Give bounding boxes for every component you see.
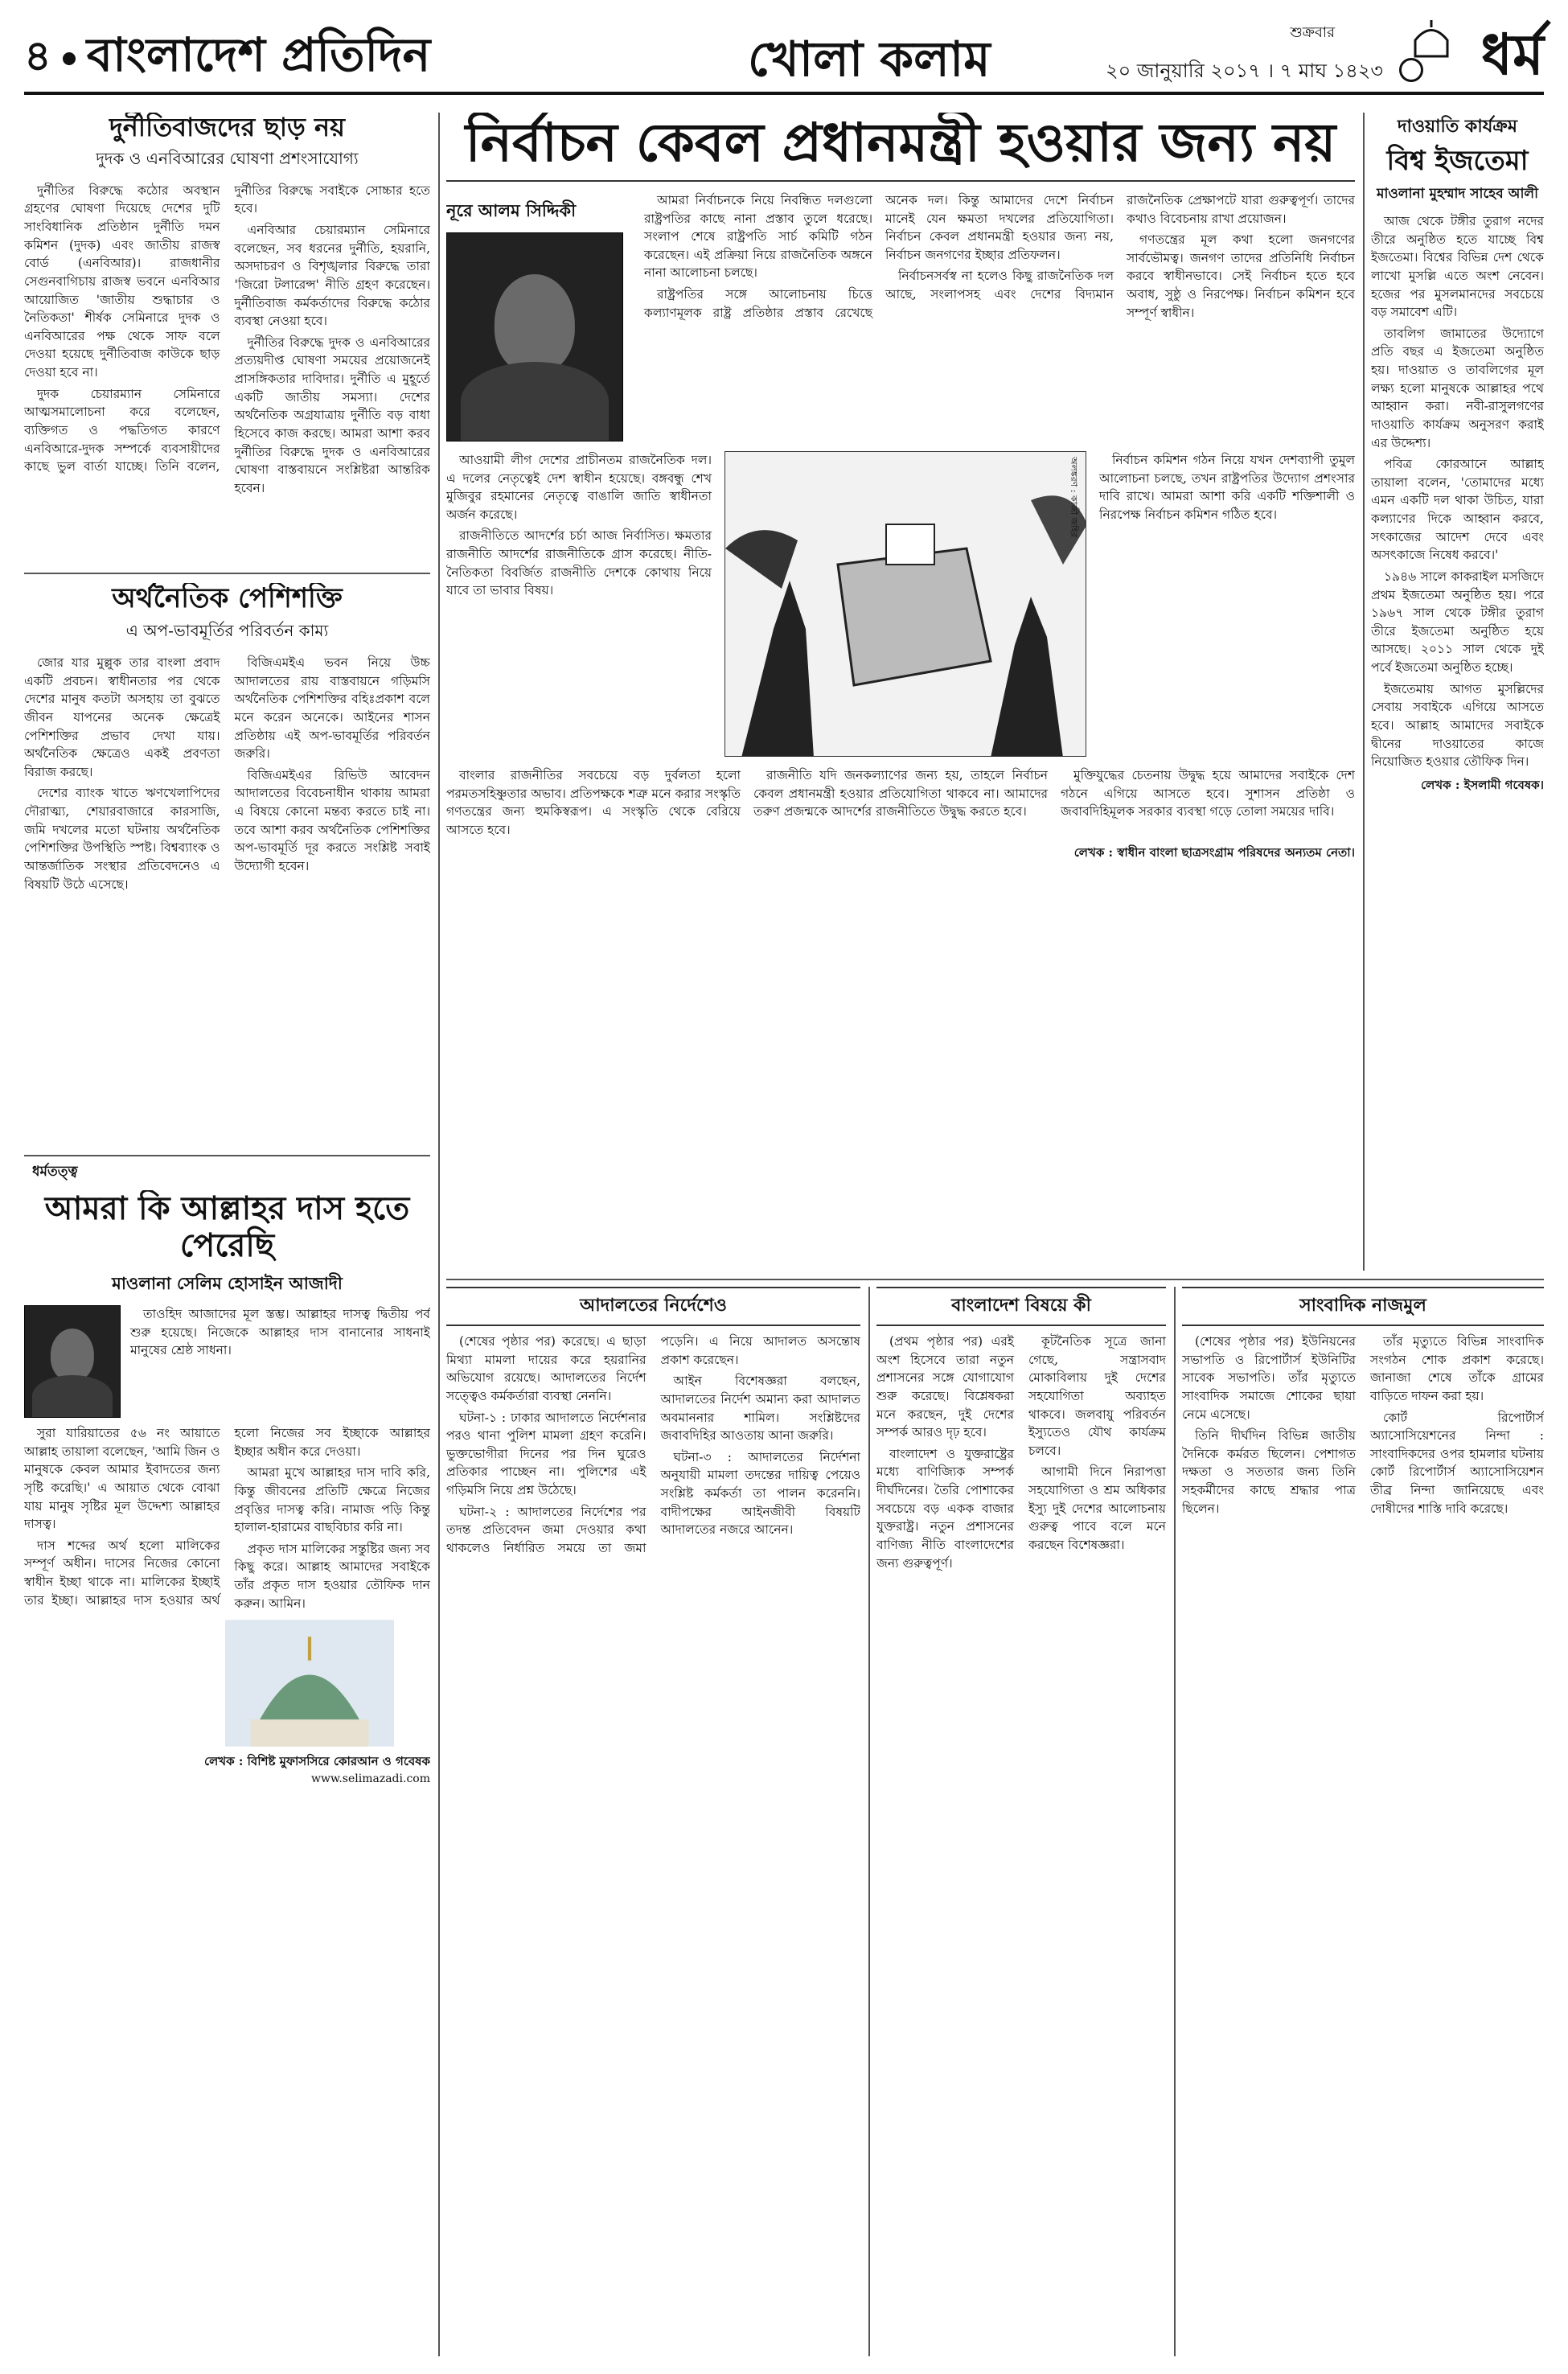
paragraph: ঘটনা-৩ : আদালতের নির্দেশনা অনুযায়ী মামলা তদন্তের দায়িত্ব পেয়েও সংশ্লিষ্ট কর্মকর্তা তা পালন করেননি। বাদীপক্ষের আইনজীবী বিষয়টি আদালতের নজরে আনেন। xyxy=(660,1449,860,1538)
article-author-note: লেখক : ইসলামী গবেষক। xyxy=(1420,777,1544,792)
religion-section-title: ধর্ম xyxy=(1480,22,1544,88)
paragraph: প্রকৃত দাস মালিকের সন্তুষ্টির জন্য সব কিছু করে। আল্লাহ আমাদের সবাইকে তাঁর প্রকৃত দাস হওয়ার তৌফিক দান করুন। আমিন। xyxy=(234,1541,430,1611)
article-servant-of-allah xyxy=(24,1190,430,2356)
paragraph: আমরা মুখে আল্লাহর দাস দাবি করি, কিন্তু জীবনের প্রতিটি ক্ষেত্রে নিজের প্রবৃত্তির দাসত্ব করি। নামাজ পড়ি কিন্তু হালাল-হারামের বাছবিচার করি না। xyxy=(234,1465,430,1535)
author-photo xyxy=(446,232,623,442)
continuation-bangladesh xyxy=(876,1287,1166,2356)
paragraph: (শেষের পৃষ্ঠার পর) করেছে। এ ছাড়া মিথ্যা মামলা দায়ের করে হয়রানির অভিযোগ রয়েছে। আদালতের নির্দেশ সত্ত্বেও কর্মকর্তারা ব্যবস্থা নেননি। xyxy=(446,1334,646,1403)
main-article xyxy=(446,113,1355,1271)
column-divider xyxy=(1363,113,1365,1271)
paragraph: রাজনীতি যদি জনকল্যাণের জন্য হয়, তাহলে নির্বাচন কেবল প্রধানমন্ত্রী হওয়ার প্রতিযোগিতা থাকবে না। আমাদের তরুণ প্রজন্মকে আদর্শের রাজনীতিতে উদ্বুদ্ধ করতে হবে। xyxy=(753,767,1048,819)
masthead-left xyxy=(24,19,430,97)
article-ijtema xyxy=(1371,113,1544,1271)
continuation-title: বাংলাদেশ বিষয়ে কী xyxy=(876,1287,1166,1326)
article-author-note: লেখক : বিশিষ্ট মুফাসসিরে কোরআন ও গবেষক xyxy=(204,1754,430,1769)
issue-date: ২০ জানুয়ারি ২০১৭ । ৭ মাঘ ১৪২৩ xyxy=(1106,60,1383,82)
author-name: নূরে আলম সিদ্দিকী xyxy=(446,199,577,220)
paragraph: আগামী দিনে নিরাপত্তা সহযোগিতা ও শ্রম অধিকার ইস্যু দুই দেশের আলোচনায় গুরুত্ব পাবে বলে মনে করছেন বিশেষজ্ঞরা। xyxy=(1028,1464,1166,1552)
paragraph: দাস শব্দের অর্থ হলো মালিকের সম্পূর্ণ অধীন। দাসের নিজের কোনো স্বাধীন ইচ্ছা থাকে না। মালিকের ইচ্ছাই তার ইচ্ছা। আল্লাহর দাস হওয়ার অর্থ হলো নিজের সব ইচ্ছাকে আল্লাহর ইচ্ছার অধীন করে দেওয়া। xyxy=(24,1426,430,1608)
paragraph: মুক্তিযুদ্ধের চেতনায় উদ্বুদ্ধ হয়ে আমাদের সবাইকে দেশ গঠনে এগিয়ে আসতে হবে। সুশাসন প্রতিষ্ঠা ও জবাবদিহিমূলক সরকার ব্যবস্থা গড়ে তোলা সময়ের দাবি। xyxy=(1061,767,1355,819)
main-article-body-right xyxy=(1099,451,1355,757)
paragraph: আইন বিশেষজ্ঞরা বলছেন, আদালতের নির্দেশ অমান্য করা আদালত অবমাননার শামিল। সংশ্লিষ্টদের জবাবদিহির আওতায় আনা জরুরি। xyxy=(660,1374,860,1444)
article-byline: মাওলানা মুহম্মাদ সাহেব আলী xyxy=(1377,186,1538,203)
continuation-body xyxy=(876,1333,1166,1572)
illustration-credit: অলঙ্করণ : কাজী জহির xyxy=(1069,456,1079,538)
article-body xyxy=(24,1424,430,1612)
divider xyxy=(24,573,430,574)
paragraph: (প্রথম পৃষ্ঠার পর) এরই অংশ হিসেবে তারা নতুন প্রশাসনের সঙ্গে যোগাযোগ শুরু করেছে। বিশ্লেষকরা মনে করছেন, দুই দেশের সম্পর্ক আরও দৃঢ় হবে। xyxy=(876,1334,1014,1440)
paragraph: আমরা নির্বাচনকে নিয়ে নিবন্ধিত দলগুলো রাষ্ট্রপতির কাছে নানা প্রস্তাব তুলে ধরেছে। সংলাপ শেষে রাষ্ট্রপতি সার্চ কমিটি গঠন করেছেন। এই প্রক্রিয়া নিয়ে রাজনৈতিক অঙ্গনে নানা আলোচনা চলছে। xyxy=(644,192,872,281)
article-byline: মাওলানা সেলিম হোসাইন আজাদী xyxy=(112,1273,343,1293)
newspaper-name: বাংলাদেশ প্রতিদিন xyxy=(86,27,431,82)
paragraph: রাষ্ট্রপতির সঙ্গে আলোচনায় চিত্তে কল্যাণমূলক রাষ্ট্র প্রতিষ্ঠার প্রস্তাব রেখেছে অনেক দল। কিন্তু আমাদের দেশে নির্বাচন মানেই যেন ক্ষমতা দখলের প্রতিযোগিতা। নির্বাচন কেবল প্রধানমন্ত্রী হওয়ার জন্য নয়, নির্বাচন জনগণের ইচ্ছার প্রতিফলন। xyxy=(644,192,1114,320)
column-kicker: ধর্মতত্ত্ব xyxy=(32,1164,78,1180)
editorial-body xyxy=(24,182,430,498)
continuation-title: আদালতের নির্দেশেও xyxy=(446,1287,860,1326)
paragraph: দুদক চেয়ারম্যান সেমিনারে আত্মসমালোচনা করে বলেছেন, ব্যক্তিগত ও পদ্ধতিগত কারণে এনবিআরে-দুদক সম্পর্কে ব্যবসায়ীদের কাছে ভুল বার্তা যাচ্ছে। তিনি বলেন, দুর্নীতির বিরুদ্ধে সবাইকে সোচ্চার হতে হবে। xyxy=(24,183,430,474)
paragraph: নির্বাচন কমিশন গঠন নিয়ে যখন দেশব্যাপী তুমুল আলোচনা চলছে, তখন রাষ্ট্রপতির উদ্যোগ প্রশংসার দাবি রাখে। আমরা আশা করি একটি শক্তিশালী ও নিরপেক্ষ নির্বাচন কমিশন গঠিত হবে। xyxy=(1099,452,1355,522)
main-headline: নির্বাচন কেবল প্রধানমন্ত্রী হওয়ার জন্য নয় xyxy=(446,113,1355,182)
page-number: ৪ xyxy=(24,31,51,80)
column-divider xyxy=(868,1287,870,2356)
main-article-body-left xyxy=(446,451,712,757)
divider xyxy=(446,1279,1544,1280)
continuation-body xyxy=(1182,1333,1544,1521)
paragraph: দুর্নীতির বিরুদ্ধে কঠোর অবস্থান গ্রহণের ঘোষণা দিয়েছে দেশের দুটি সাংবিধানিক প্রতিষ্ঠান দুর্নীতি দমন কমিশন (দুদক) এবং জাতীয় রাজস্ব বোর্ড (এনবিআর)। রাজধানীর সেগুনবাগিচায় রাজস্ব ভবনে এনবিআর আয়োজিত 'জাতীয় শুদ্ধাচার ও নৈতিকতা' শীর্ষক সেমিনারে দুদক ও এনবিআরের পক্ষ থেকে সাফ বলে দেওয়া হয়েছে দুর্নীতিবাজ কাউকে ছাড় দেওয়া হবে না। xyxy=(24,183,220,380)
article-body xyxy=(1371,212,1544,771)
paragraph: নির্বাচনসর্বস্ব না হলেও কিছু রাজনৈতিক দল আছে, সংলাপসহ এবং দেশের বিদ্যমান রাজনৈতিক প্রেক্ষাপটে যারা গুরুত্বপূর্ণ। তাদের কথাও বিবেচনায় রাখা প্রয়োজন। xyxy=(885,192,1355,302)
paragraph: আওয়ামী লীগ দেশের প্রাচীনতম রাজনৈতিক দল। এ দলের নেতৃত্বেই দেশ স্বাধীন হয়েছে। বঙ্গবন্ধু শেখ মুজিবুর রহমানের নেতৃত্বে বাঙালি জাতি স্বাধীনতা অর্জন করেছে। xyxy=(446,452,712,522)
paragraph: আজ থেকে টঙ্গীর তুরাগ নদের তীরে অনুষ্ঠিত হতে যাচ্ছে বিশ্ব ইজতেমা। বিশ্বের বিভিন্ন দেশ থেকে লাখো মুসল্লি এতে অংশ নেবেন। হজের পর মুসলমানদের সবচেয়ে বড় সমাবেশ এটি। xyxy=(1371,214,1544,320)
editorial-corruption xyxy=(24,113,430,563)
column-divider xyxy=(438,113,440,2356)
section-title: খোলা কলাম xyxy=(748,31,991,88)
article-headline: বিশ্ব ইজতেমা xyxy=(1386,145,1529,177)
author-photo xyxy=(24,1305,121,1418)
divider xyxy=(24,1155,430,1156)
mosque-icon xyxy=(1407,16,1455,64)
paragraph: তাওহিদ আজাদের মূল স্তম্ভ। আল্লাহর দাসত্ব দ্বিতীয় পর্ব শুরু হয়েছে। নিজেকে আল্লাহর দাস বানানোর সাধনাই মানুষের শ্রেষ্ঠ সাধনা। xyxy=(130,1307,430,1358)
editorial-body xyxy=(24,654,430,893)
paragraph: বাংলার রাজনীতির সবচেয়ে বড় দুর্বলতা হলো পরমতসহিষ্ণুতার অভাব। প্রতিপক্ষকে শত্রু মনে করার সংস্কৃতি গণতন্ত্রের জন্য হুমকিস্বরূপ। এ সংস্কৃতি থেকে বেরিয়ে আসতে হবে। xyxy=(446,767,741,837)
author-website: www.selimazadi.com xyxy=(311,1772,430,1786)
paragraph: ১৯৪৬ সালে কাকরাইল মসজিদে প্রথম ইজতেমা অনুষ্ঠিত হয়। পরে ১৯৬৭ সাল থেকে টঙ্গীর তুরাগ তীরে ইজতেমা অনুষ্ঠিত হয়ে আসছে। ২০১১ সাল থেকে দুই পর্বে ইজতেমা অনুষ্ঠিত হচ্ছে। xyxy=(1371,569,1544,676)
editorial-headline: দুর্নীতিবাজদের ছাড় নয় xyxy=(109,113,345,142)
continuation-court xyxy=(446,1287,860,2356)
paragraph: ইজতেমায় আগত মুসল্লিদের সেবায় সবাইকে এগিয়ে আসতে হবে। আল্লাহ আমাদের সবাইকে দ্বীনের দাওয়াতের কাজে নিয়োজিত হওয়ার তৌফিক দিন। xyxy=(1371,681,1544,770)
paragraph: কোর্ট রিপোর্টার্স অ্যাসোসিয়েশনের নিন্দা : সাংবাদিকদের ওপর হামলার ঘটনায় কোর্ট রিপোর্টার্স অ্যাসোসিয়েশন তীব্র নিন্দা জানিয়েছে এবং দোষীদের শাস্তি দাবি করেছে। xyxy=(1370,1410,1544,1516)
main-article-body-top xyxy=(644,191,1355,442)
paragraph: ঘটনা-১ : ঢাকার আদালতে নির্দেশনার পরও থানা পুলিশ মামলা গ্রহণ করেনি। ভুক্তভোগীরা দিনের পর দিন ঘুরেও প্রতিকার পাচ্ছেন না। পুলিশের এই গড়িমসি নিয়ে প্রশ্ন উঠেছে। xyxy=(446,1410,646,1497)
paragraph: রাজনীতিতে আদর্শের চর্চা আজ নির্বাসিত। ক্ষমতার রাজনীতি আদর্শের রাজনীতিকে গ্রাস করেছে। নীতি-নৈতিকতা বিবর্জিত রাজনীতি দেশকে কোথায় নিয়ে যাবে তা ভাবার বিষয়। xyxy=(446,528,712,598)
continuation-title: সাংবাদিক নাজমুল xyxy=(1182,1287,1544,1326)
main-article-body-bottom xyxy=(446,766,1355,840)
paragraph: দুর্নীতির বিরুদ্ধে দুদক ও এনবিআরের প্রত্যয়দীপ্ত ঘোষণা সময়ের প্রয়োজনেই প্রাসঙ্গিকতার দাবিদার। দুর্নীতি এ মুহূর্তে একটি জাতীয় সমস্যা। দেশের অর্থনৈতিক অগ্রযাত্রায় দুর্নীতি বড় বাধা হিসেবে কাজ করছে। আমরা আশা করব দুর্নীতির বিরুদ্ধে দুদক ও এনবিআরের ঘোষণা বাস্তবায়নে সংশ্লিষ্টরা আন্তরিক হবেন। xyxy=(234,335,430,495)
paragraph: বিজিএমইএর রিভিউ আবেদন আদালতের বিবেচনাধীন থাকায় আমরা এ বিষয়ে কোনো মন্তব্য করতে চাই না। তবে আশা করব অর্থনৈতিক পেশিশক্তির অপ-ভাবমূর্তি দূর করতে সংশ্লিষ্ট সবাই উদ্যোগী হবেন। xyxy=(234,767,430,873)
editorial-subheadline: দুদক ও এনবিআরের ঘোষণা প্রশংসাযোগ্য xyxy=(96,148,359,168)
main-author-note: লেখক : স্বাধীন বাংলা ছাত্রসংগ্রাম পরিষদের অন্যতম নেতা। xyxy=(1073,845,1355,860)
editorial-subheadline: এ অপ-ভাবমূর্তির পরিবর্তন কাম্য xyxy=(125,621,329,641)
paragraph: কূটনৈতিক সূত্রে জানা গেছে, সন্ত্রাসবাদ মোকাবিলায় দুই দেশের সহযোগিতা অব্যাহত থাকবে। জলবায়ু পরিবর্তন ইস্যুতেও যৌথ কার্যক্রম চলবে। xyxy=(1028,1334,1166,1458)
paragraph: তাবলিগ জামাতের উদ্যোগে প্রতি বছর এ ইজতেমা অনুষ্ঠিত হয়। দাওয়াত ও তাবলিগের মূল লক্ষ্য হলো মানুষকে আল্লাহর পথে আহ্বান করা। নবী-রাসুলগণের দাওয়াতি কার্যক্রম অনুসরণ করাই এর উদ্দেশ্য। xyxy=(1371,326,1544,450)
paragraph: ঘটনা-২ : আদালতের নির্দেশের পর তদন্ত প্রতিবেদন জমা দেওয়ার কথা থাকলেও নির্ধারিত সময়ে তা জমা পড়েনি। এ নিয়ে আদালত অসন্তোষ প্রকাশ করেছেন। xyxy=(446,1334,860,1555)
masthead xyxy=(24,11,1544,100)
issue-day: শুক্রবার xyxy=(1290,24,1335,41)
mosque-dome-icon xyxy=(225,1619,394,1748)
article-headline: আমরা কি আল্লাহর দাস হতে পেরেছি xyxy=(44,1190,410,1264)
paragraph: তাঁর মৃত্যুতে বিভিন্ন সাংবাদিক সংগঠন শোক প্রকাশ করেছে। জানাজা শেষে তাঁকে গ্রামের বাড়িতে দাফন করা হয়। xyxy=(1370,1334,1544,1403)
editorial-muscle-power xyxy=(24,583,430,1146)
editorial-headline: অর্থনৈতিক পেশিশক্তি xyxy=(112,583,343,614)
paragraph: পবিত্র কোরআনে আল্লাহ তায়ালা বলেন, 'তোমাদের মধ্যে এমন একটি দল থাকা উচিত, যারা কল্যাণের দিকে আহ্বান করবে, সৎকাজের আদেশ দেবে এবং অসৎকাজে নিষেধ করবে।' xyxy=(1371,457,1544,563)
paragraph: বাংলাদেশ ও যুক্তরাষ্ট্রের মধ্যে বাণিজ্যিক সম্পর্ক দীর্ঘদিনের। তৈরি পোশাকের সবচেয়ে বড় একক বাজার যুক্তরাষ্ট্র। নতুন প্রশাসনের বাণিজ্য নীতি বাংলাদেশের জন্য গুরুত্বপূর্ণ। xyxy=(876,1446,1014,1571)
paragraph: জোর যার মুল্লুক তার বাংলা প্রবাদ একটি প্রবচন। স্বাধীনতার পর থেকে দেশের মানুষ কতটা অসহায় তা বুঝতে জীবন যাপনের অনেক ক্ষেত্রেই পেশিশক্তির প্রভাব দেখা যায়। অর্থনৈতিক ক্ষেত্রেও একই প্রবণতা বিরাজ করছে। xyxy=(24,655,220,779)
article-lead xyxy=(130,1305,430,1418)
continuation-journalist xyxy=(1182,1287,1544,2356)
paragraph: গণতন্ত্রের মূল কথা হলো জনগণের সার্বভৌমত্ব। জনগণ তাদের প্রতিনিধি নির্বাচন করবে স্বাধীনভাবে। সেই নির্বাচন হতে হবে অবাধ, সুষ্ঠু ও নিরপেক্ষ। নির্বাচন কমিশন হবে সম্পূর্ণ স্বাধীন। xyxy=(1127,232,1355,320)
bullet-icon xyxy=(63,52,76,65)
column-divider xyxy=(1174,1287,1176,2356)
continuation-body xyxy=(446,1333,860,1558)
paragraph: দেশের ব্যাংক খাতে ঋণখেলাপিদের দৌরাত্ম্য, শেয়ারবাজারে কারসাজি, জমি দখলের মতো ঘটনায় অর্থনৈতিক পেশিশক্তির উপস্থিতি স্পষ্ট। বিশ্বব্যাংক ও আন্তর্জাতিক সংস্থার প্রতিবেদনেও এ বিষয়টি উঠে এসেছে। xyxy=(24,786,220,892)
masthead-rule xyxy=(24,92,1544,95)
paragraph: (শেষের পৃষ্ঠার পর) ইউনিয়নের সভাপতি ও রিপোর্টার্স ইউনিটির সাবেক সভাপতি। তাঁর মৃত্যুতে সাংবাদিক সমাজে শোকের ছায়া নেমে এসেছে। xyxy=(1182,1334,1356,1422)
article-kicker: দাওয়াতি কার্যক্রম xyxy=(1398,116,1517,137)
paragraph: সুরা যারিয়াতের ৫৬ নং আয়াতে আল্লাহ তায়ালা বলেছেন, 'আমি জিন ও মানুষকে কেবল আমার ইবাদতের জন্য সৃষ্টি করেছি।' এ আয়াত থেকে বোঝা যায় মানুষ সৃষ্টির মূল উদ্দেশ্য আল্লাহর দাসত্ব। xyxy=(24,1426,220,1532)
paragraph: এনবিআর চেয়ারম্যান সেমিনারে বলেছেন, সব ধরনের দুর্নীতি, হয়রানি, অসদাচরণ ও বিশৃঙ্খলার বিরুদ্ধে তারা 'জিরো টলারেন্স' নীতি গ্রহণ করেছেন। দুর্নীতিবাজ কর্মকর্তাদের বিরুদ্ধে কঠোর ব্যবস্থা নেওয়া হবে। xyxy=(234,223,430,329)
ballot-illustration xyxy=(724,451,1086,757)
paragraph: তিনি দীর্ঘদিন বিভিন্ন জাতীয় দৈনিকে কর্মরত ছিলেন। পেশাগত দক্ষতা ও সততার জন্য তিনি সহকর্মীদের কাছে শ্রদ্ধার পাত্র ছিলেন। xyxy=(1182,1428,1356,1516)
paragraph: বিজিএমইএ ভবন নিয়ে উচ্চ আদালতের রায় বাস্তবায়নে গড়িমসি অর্থনৈতিক পেশিশক্তির বহিঃপ্রকাশ বলে মনে করেন অনেকে। আইনের শাসন প্রতিষ্ঠায় এই অপ-ভাবমূর্তির পরিবর্তন জরুরি। xyxy=(234,655,430,762)
